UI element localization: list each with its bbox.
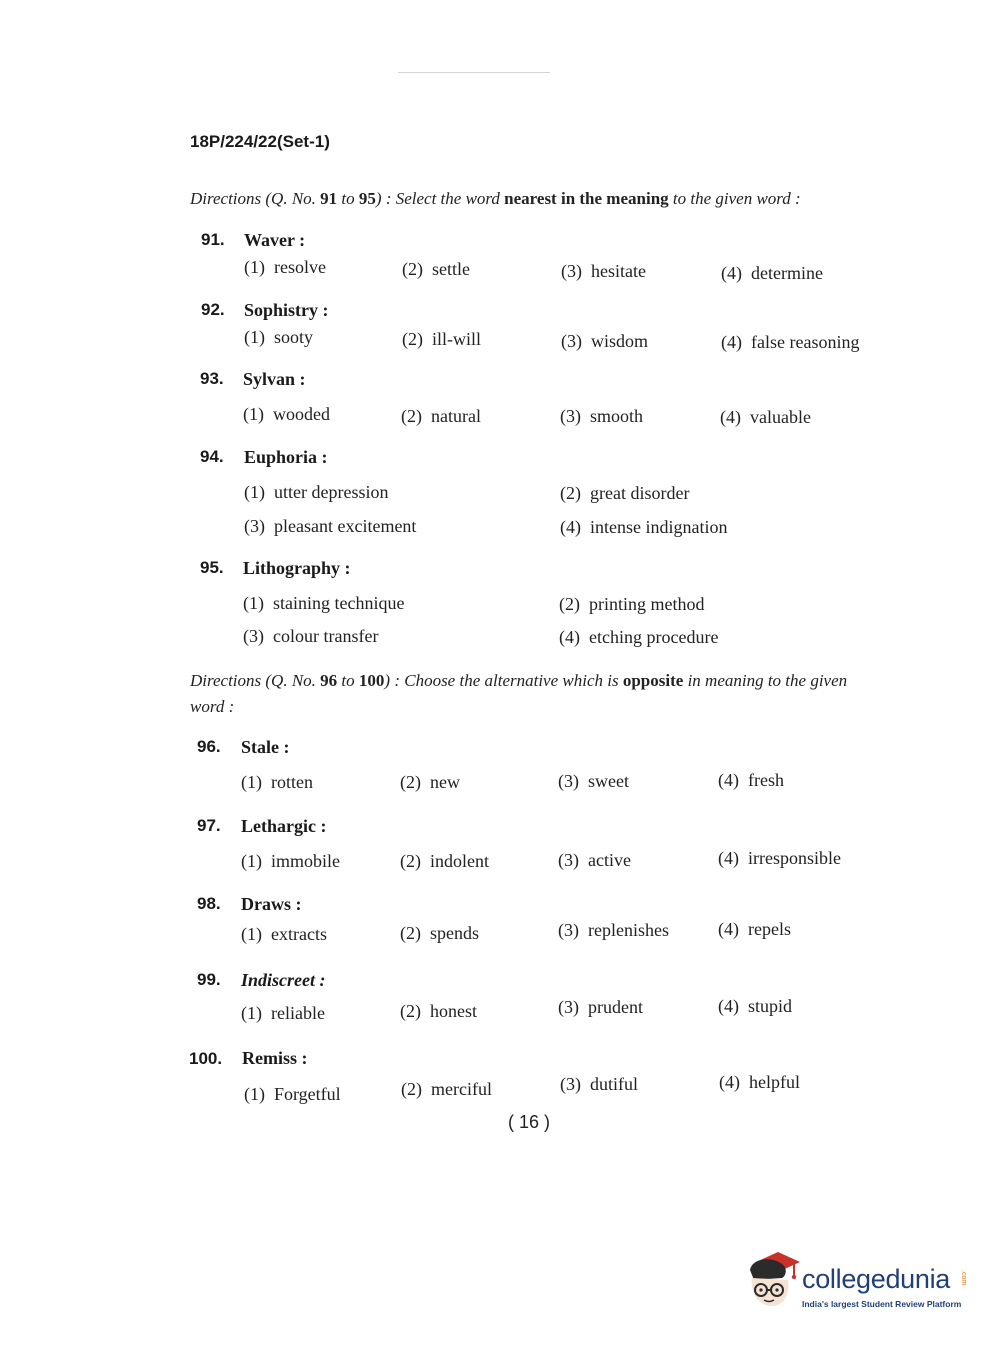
option-number: (1) (241, 772, 262, 792)
option-number: (2) (400, 1001, 421, 1021)
question-word: Stale : (241, 737, 290, 757)
option-text: extracts (271, 924, 327, 944)
directions-label: Directions (190, 671, 262, 690)
option-number: (4) (559, 627, 580, 647)
option (558, 997, 643, 1018)
option (244, 482, 388, 503)
option-number: (1) (241, 924, 262, 944)
option-text: hesitate (591, 261, 646, 281)
question-word: Remiss : (242, 1048, 308, 1068)
option-number: (3) (560, 1074, 581, 1094)
option-number: (2) (401, 406, 422, 426)
directions-antonyms (190, 668, 870, 720)
option-text: repels (748, 919, 791, 939)
option-number: (3) (558, 850, 579, 870)
option-text: irresponsible (748, 848, 841, 868)
directions-text: (Q. No. (261, 671, 321, 690)
option-number: (4) (718, 996, 739, 1016)
option (721, 263, 823, 284)
question-word: Draws : (241, 894, 302, 914)
option-text: stupid (748, 996, 793, 1016)
question-number: 97. (197, 816, 221, 835)
option (241, 772, 313, 793)
option-text: determine (751, 263, 823, 283)
option-number: (2) (402, 259, 423, 279)
option (720, 407, 811, 428)
option (558, 920, 669, 941)
option-text: honest (430, 1001, 477, 1021)
option-text: intense indignation (590, 517, 728, 537)
student-mascot-icon (742, 1250, 802, 1312)
option-text: dutiful (590, 1074, 638, 1094)
question-number: 98. (197, 894, 221, 913)
question-word: Sophistry : (244, 300, 329, 320)
option-text: smooth (590, 406, 644, 426)
question-number: 92. (201, 300, 225, 319)
option (400, 772, 460, 793)
option-text: colour transfer (273, 626, 379, 646)
directions-to: 95 (358, 189, 376, 208)
option (559, 627, 718, 648)
option-number: (2) (400, 772, 421, 792)
option-text: new (430, 772, 460, 792)
page-number: ( 16 ) (508, 1112, 551, 1132)
option (243, 626, 378, 647)
option-number: (3) (561, 261, 582, 281)
option-text: settle (432, 259, 470, 279)
option-number: (3) (558, 771, 579, 791)
option-text: spends (430, 923, 479, 943)
option-number: (3) (561, 331, 582, 351)
option-text: rotten (271, 772, 313, 792)
option-number: (4) (720, 407, 741, 427)
option-text: Forgetful (274, 1084, 341, 1104)
option-text: great disorder (590, 483, 690, 503)
option-text: natural (431, 406, 481, 426)
option-number: (1) (241, 851, 262, 871)
option-number: (3) (243, 626, 264, 646)
question-number: 93. (200, 369, 224, 388)
option (400, 851, 489, 872)
directions-text: to (337, 189, 359, 208)
option-number: (2) (402, 329, 423, 349)
option (559, 594, 705, 615)
option (241, 924, 327, 945)
directions-text: ) : Select the word (375, 189, 505, 208)
option (401, 406, 481, 427)
option-text: helpful (749, 1072, 800, 1092)
option-number: (4) (718, 770, 739, 790)
option-text: active (588, 850, 631, 870)
question-word: Sylvan : (243, 369, 306, 389)
option-number: (1) (243, 404, 264, 424)
directions-text: in meaning to the given word : (190, 671, 848, 716)
option-number: (3) (558, 920, 579, 940)
question-number: 94. (200, 447, 224, 466)
option (244, 516, 416, 537)
directions-text: to (337, 671, 359, 690)
option (721, 332, 859, 353)
option-text: reliable (271, 1003, 325, 1023)
option-text: sweet (588, 771, 629, 791)
option (718, 770, 784, 791)
logo-wordmark: collegedunia (802, 1264, 951, 1294)
option-number: (3) (560, 406, 581, 426)
option-number: (4) (718, 919, 739, 939)
option-number: (1) (243, 593, 264, 613)
option-number: (3) (244, 516, 265, 536)
option-number: (1) (244, 1084, 265, 1104)
option-text: printing method (589, 594, 705, 614)
question-number: 99. (197, 970, 221, 989)
option (243, 404, 330, 425)
option-number: (1) (244, 257, 265, 277)
option-number: (4) (721, 263, 742, 283)
option (718, 919, 791, 940)
directions-text: (Q. No. (261, 189, 321, 208)
question-number: 91. (201, 230, 225, 249)
option-number: (2) (559, 594, 580, 614)
option (243, 593, 404, 614)
collegedunia-logo[interactable] (742, 1250, 972, 1320)
question-word: Euphoria : (244, 447, 328, 467)
option (560, 517, 727, 538)
option-number: (1) (244, 482, 265, 502)
question-word: Lethargic : (241, 816, 327, 836)
directions-emphasis: nearest in the meaning (504, 189, 669, 208)
option (241, 1003, 325, 1024)
option (719, 1072, 800, 1093)
option (244, 327, 313, 348)
option-text: indolent (430, 851, 489, 871)
question-number: 95. (200, 558, 224, 577)
option-number: (4) (719, 1072, 740, 1092)
option (718, 996, 792, 1017)
option (244, 257, 326, 278)
option-text: wooded (273, 404, 330, 424)
option-text: pleasant excitement (274, 516, 417, 536)
option (402, 329, 481, 350)
paper-code: 18P/224/22(Set-1) (190, 132, 330, 151)
option (561, 261, 646, 282)
option (561, 331, 648, 352)
option (560, 406, 643, 427)
option-text: immobile (271, 851, 340, 871)
option-number: (1) (241, 1003, 262, 1023)
logo-tagline: India's largest Student Review Platform (802, 1299, 962, 1309)
logo-suffix: .com (960, 1270, 967, 1286)
option (560, 483, 689, 504)
option-number: (1) (244, 327, 265, 347)
option-text: etching procedure (589, 627, 719, 647)
option-text: utter depression (274, 482, 389, 502)
option-number: (4) (560, 517, 581, 537)
question-number: 96. (197, 737, 221, 756)
option-text: ill-will (432, 329, 481, 349)
option (402, 259, 470, 280)
directions-text: to the given word : (668, 189, 801, 208)
option-text: false reasoning (751, 332, 860, 352)
option-number: (2) (400, 851, 421, 871)
option-number: (4) (721, 332, 742, 352)
question-word: Indiscreet : (241, 970, 326, 990)
option (400, 1001, 477, 1022)
directions-to: 100 (358, 671, 385, 690)
option (558, 771, 629, 792)
option-number: (2) (401, 1079, 422, 1099)
directions-synonyms (190, 186, 870, 212)
directions-from: 96 (320, 671, 338, 690)
option-text: wisdom (591, 331, 649, 351)
top-rule (398, 72, 550, 73)
directions-from: 91 (320, 189, 338, 208)
option-text: prudent (588, 997, 643, 1017)
option-number: (3) (558, 997, 579, 1017)
option-text: fresh (748, 770, 784, 790)
question-number: 100. (189, 1049, 223, 1068)
option-text: replenishes (588, 920, 669, 940)
option (244, 1084, 341, 1105)
option (241, 851, 340, 872)
option-text: resolve (274, 257, 326, 277)
option-text: sooty (274, 327, 314, 347)
option (400, 923, 479, 944)
option (718, 848, 841, 869)
question-word: Lithography : (243, 558, 351, 578)
option (560, 1074, 638, 1095)
directions-text: ) : Choose the alternative which is (384, 671, 623, 690)
option (401, 1079, 492, 1100)
option-number: (2) (400, 923, 421, 943)
directions-emphasis: opposite (622, 671, 684, 690)
option-number: (4) (718, 848, 739, 868)
option-text: merciful (431, 1079, 492, 1099)
option-text: valuable (750, 407, 811, 427)
option (558, 850, 631, 871)
option-number: (2) (560, 483, 581, 503)
question-word: Waver : (244, 230, 306, 250)
directions-label: Directions (190, 189, 262, 208)
option-text: staining technique (273, 593, 405, 613)
